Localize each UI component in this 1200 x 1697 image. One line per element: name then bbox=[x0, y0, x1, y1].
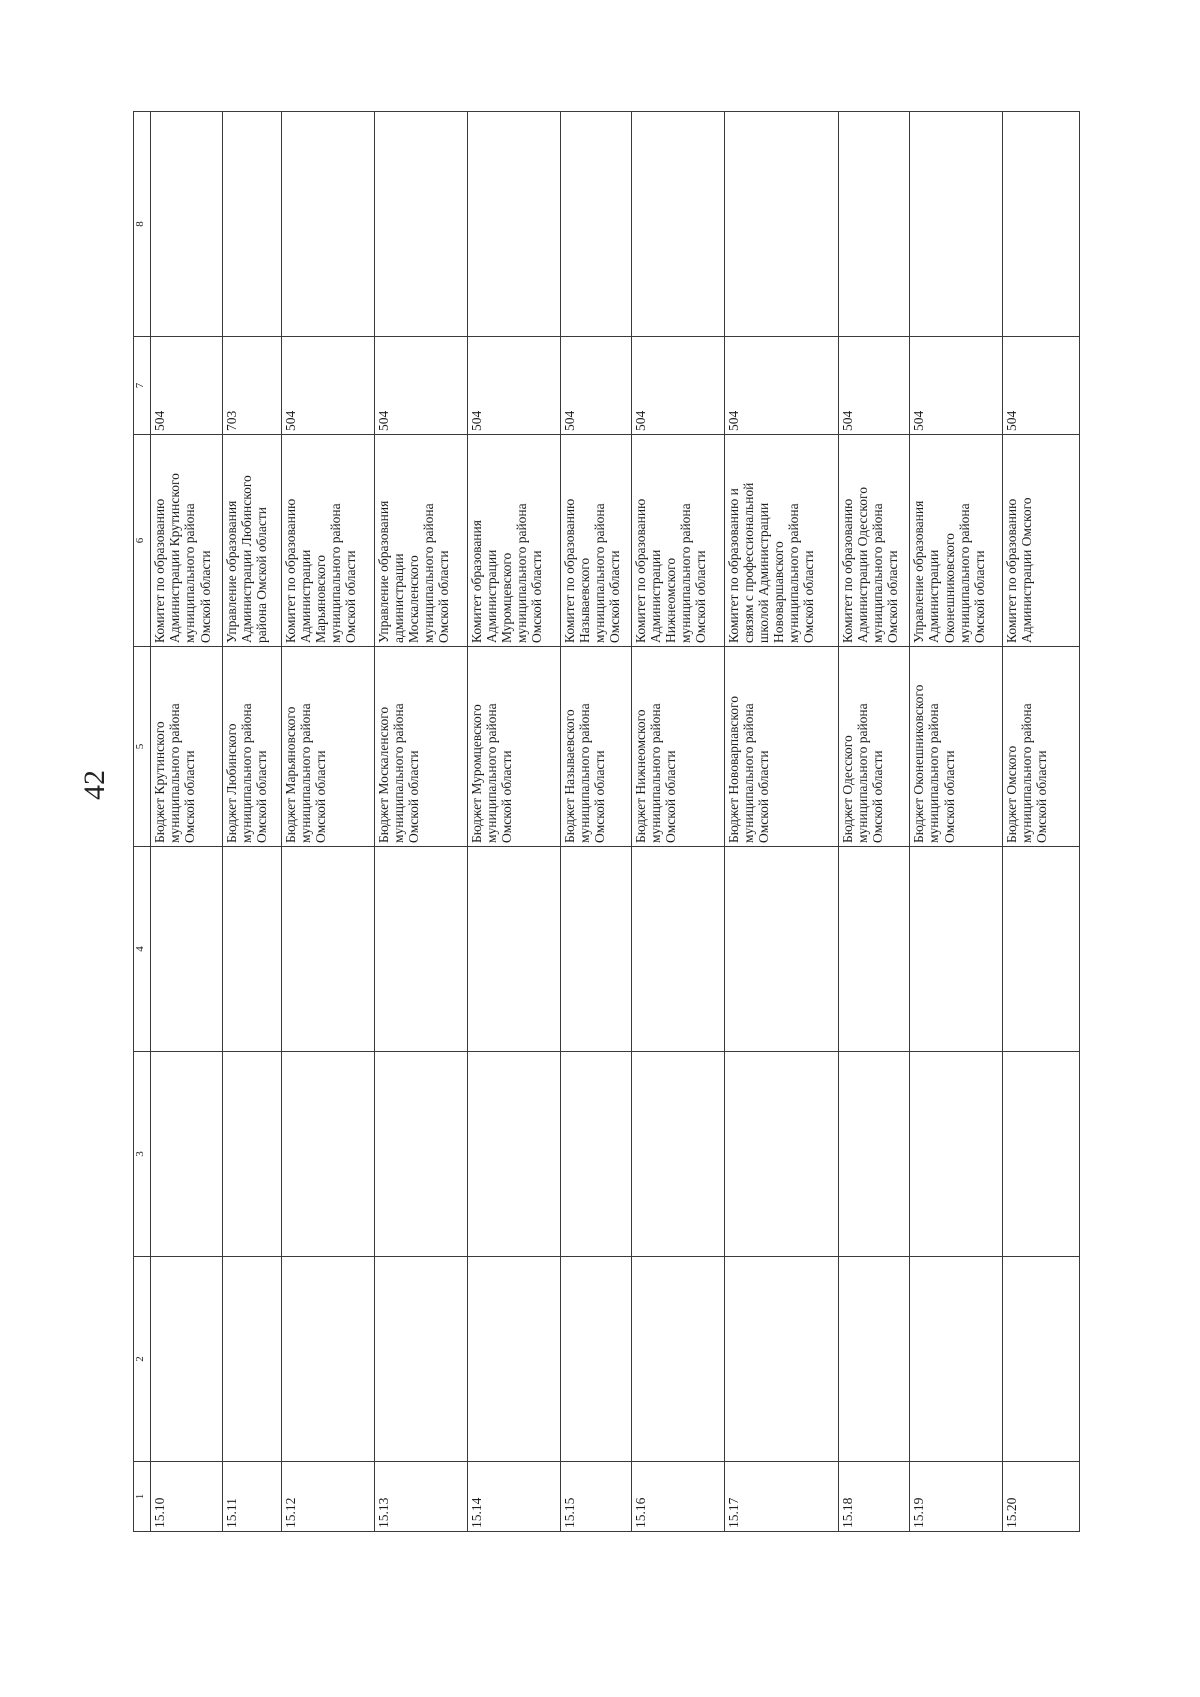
budget-line: муниципального района bbox=[1019, 703, 1035, 843]
agency-line: муниципального района bbox=[678, 503, 694, 643]
agency-line: Администрации Крутинского bbox=[167, 473, 183, 643]
header-col-1: 1 bbox=[134, 1462, 151, 1532]
empty-cell-col-4 bbox=[631, 847, 724, 1052]
empty-cell-col-4 bbox=[281, 847, 374, 1052]
empty-cell-col-3 bbox=[281, 1052, 374, 1257]
rotated-table-container bbox=[133, 112, 1080, 1532]
budget-cell bbox=[631, 647, 724, 847]
agency-cell bbox=[374, 435, 467, 647]
table-row bbox=[467, 112, 560, 1532]
table-row bbox=[151, 112, 222, 1532]
header-col-8: 8 bbox=[134, 112, 151, 337]
agency-line: Комитет по образованию bbox=[632, 498, 648, 643]
budget-cell bbox=[560, 647, 631, 847]
row-number: 15.15 bbox=[560, 1462, 631, 1532]
agency-line: Омской области bbox=[801, 550, 817, 643]
budget-cell bbox=[910, 647, 1003, 847]
agency-line: Администрации bbox=[647, 549, 663, 643]
budget-cell bbox=[467, 647, 560, 847]
table-row bbox=[560, 112, 631, 1532]
empty-cell-col-2 bbox=[910, 1257, 1003, 1462]
agency-line: Омской области bbox=[197, 550, 213, 643]
table-row bbox=[374, 112, 467, 1532]
budget-line: Бюджет Нижнеомского bbox=[632, 709, 648, 843]
agency-line: Комитет по образованию bbox=[1004, 498, 1020, 643]
agency-line: Марьяновского bbox=[313, 555, 329, 643]
code-cell: 504 bbox=[1003, 337, 1080, 435]
agency-line: Комитет по образованию bbox=[152, 498, 168, 643]
budget-line: Омской области bbox=[755, 750, 771, 843]
budget-line: муниципального района bbox=[647, 703, 663, 843]
agency-line: Комитет по образованию bbox=[282, 498, 298, 643]
agency-line: связям с профессиональной bbox=[740, 482, 756, 643]
empty-cell-col-2 bbox=[222, 1257, 281, 1462]
agency-line: Управление образования bbox=[223, 500, 239, 643]
code-cell: 504 bbox=[839, 337, 910, 435]
empty-cell-col-4 bbox=[560, 847, 631, 1052]
empty-cell-col-8 bbox=[560, 112, 631, 337]
agency-line: Омской области bbox=[436, 550, 452, 643]
budget-line: Бюджет Оконешниковского bbox=[911, 684, 927, 843]
empty-cell-col-8 bbox=[910, 112, 1003, 337]
budget-line: муниципального района bbox=[926, 703, 942, 843]
budget-line: Омской области bbox=[406, 750, 421, 843]
budget-line: Бюджет Муромцевского bbox=[468, 704, 484, 843]
agency-cell bbox=[281, 435, 374, 647]
header-col-4: 4 bbox=[134, 847, 151, 1052]
code-cell: 504 bbox=[374, 337, 467, 435]
agency-line: Управление образования bbox=[375, 500, 391, 643]
empty-cell-col-2 bbox=[281, 1257, 374, 1462]
code-cell: 504 bbox=[281, 337, 374, 435]
budget-line: Бюджет Называевского bbox=[561, 709, 577, 843]
empty-cell-col-4 bbox=[151, 847, 222, 1052]
agency-line: Нижнеомского bbox=[662, 557, 678, 643]
empty-cell-col-2 bbox=[724, 1257, 838, 1462]
agency-cell bbox=[222, 435, 281, 647]
table-body bbox=[134, 112, 1080, 1532]
budget-line: Омской области bbox=[498, 750, 514, 843]
budget-line: Омской области bbox=[1034, 750, 1050, 843]
budget-line: Омской области bbox=[591, 750, 607, 843]
agency-line: Называевского bbox=[576, 557, 592, 643]
agency-line: Администрации bbox=[483, 549, 499, 643]
agency-line: муниципального района bbox=[591, 503, 607, 643]
empty-cell-col-3 bbox=[631, 1052, 724, 1257]
agency-line: Нововаршавского bbox=[770, 541, 786, 643]
agency-line: администрации bbox=[390, 553, 406, 643]
page-number: 42 bbox=[78, 770, 111, 800]
budget-cell bbox=[374, 647, 467, 847]
empty-cell-col-8 bbox=[1003, 112, 1080, 337]
agency-line: Омской области bbox=[885, 550, 901, 643]
agency-line: муниципального района bbox=[328, 503, 344, 643]
agency-line: Оконешниковского bbox=[941, 533, 957, 643]
empty-cell-col-3 bbox=[374, 1052, 467, 1257]
agency-cell bbox=[631, 435, 724, 647]
header-col-7: 7 bbox=[134, 337, 151, 435]
budget-cell bbox=[839, 647, 910, 847]
empty-cell-col-2 bbox=[467, 1257, 560, 1462]
budget-line: Омской области bbox=[870, 750, 886, 843]
budget-cell bbox=[222, 647, 281, 847]
empty-cell-col-8 bbox=[839, 112, 910, 337]
agency-line: Администрации Омского bbox=[1019, 497, 1035, 643]
budget-line: Бюджет Одесского bbox=[840, 735, 856, 843]
budget-cell bbox=[724, 647, 838, 847]
empty-cell-col-3 bbox=[222, 1052, 281, 1257]
budget-line: Бюджет Нововарпавского bbox=[725, 696, 741, 843]
table-row bbox=[724, 112, 838, 1532]
row-number: 15.11 bbox=[222, 1462, 281, 1532]
table-row bbox=[281, 112, 374, 1532]
row-number: 15.20 bbox=[1003, 1462, 1080, 1532]
empty-cell-col-4 bbox=[467, 847, 560, 1052]
agency-cell bbox=[1003, 435, 1080, 647]
budget-line: Омской области bbox=[253, 750, 269, 843]
empty-cell-col-3 bbox=[910, 1052, 1003, 1257]
agency-cell bbox=[910, 435, 1003, 647]
empty-cell-col-8 bbox=[631, 112, 724, 337]
empty-cell-col-3 bbox=[1003, 1052, 1080, 1257]
agency-line: Омской области bbox=[606, 550, 622, 643]
budget-line: муниципального района bbox=[390, 703, 406, 843]
empty-cell-col-2 bbox=[560, 1257, 631, 1462]
table-row bbox=[1003, 112, 1080, 1532]
agency-line: Комитет по образованию и bbox=[725, 488, 741, 643]
table-row bbox=[631, 112, 724, 1532]
empty-cell-col-8 bbox=[222, 112, 281, 337]
empty-cell-col-2 bbox=[374, 1257, 467, 1462]
row-number: 15.17 bbox=[724, 1462, 838, 1532]
budget-line: Бюджет Омского bbox=[1004, 745, 1020, 843]
agency-cell bbox=[151, 435, 222, 647]
budget-line: Бюджет Марьяновского bbox=[282, 706, 298, 843]
agency-line: района Омской области bbox=[253, 507, 269, 643]
budget-line: муниципального района bbox=[576, 703, 592, 843]
agency-line: школой Администрации bbox=[755, 502, 771, 643]
budget-line: Омской области bbox=[662, 750, 678, 843]
agency-line: Администрации bbox=[298, 549, 314, 643]
empty-cell-col-2 bbox=[631, 1257, 724, 1462]
budget-line: Омской области bbox=[182, 750, 198, 843]
code-cell: 504 bbox=[631, 337, 724, 435]
empty-cell-col-8 bbox=[281, 112, 374, 337]
budget-line: муниципального района bbox=[298, 703, 314, 843]
agency-line: Омской области bbox=[529, 550, 545, 643]
budget-line: муниципального района bbox=[167, 703, 183, 843]
agency-line: муниципального района bbox=[421, 503, 437, 643]
budget-line: Бюджет Крутинского bbox=[152, 721, 168, 843]
agency-line: Администрации Любинского bbox=[238, 475, 254, 643]
row-number: 15.16 bbox=[631, 1462, 724, 1532]
empty-cell-col-4 bbox=[374, 847, 467, 1052]
code-cell: 504 bbox=[910, 337, 1003, 435]
budget-cell bbox=[151, 647, 222, 847]
empty-cell-col-2 bbox=[151, 1257, 222, 1462]
empty-cell-col-4 bbox=[1003, 847, 1080, 1052]
agency-cell bbox=[560, 435, 631, 647]
empty-cell-col-2 bbox=[839, 1257, 910, 1462]
row-number: 15.10 bbox=[151, 1462, 222, 1532]
budget-line: муниципального района bbox=[483, 703, 499, 843]
agency-line: муниципального района bbox=[182, 503, 198, 643]
empty-cell-col-4 bbox=[839, 847, 910, 1052]
empty-cell-col-8 bbox=[374, 112, 467, 337]
agency-line: Омской области bbox=[693, 550, 709, 643]
empty-cell-col-8 bbox=[724, 112, 838, 337]
table-row bbox=[910, 112, 1003, 1532]
agency-line: муниципального района bbox=[870, 503, 886, 643]
agency-line: Комитет по образованию bbox=[840, 498, 856, 643]
empty-cell-col-3 bbox=[467, 1052, 560, 1257]
header-row bbox=[134, 112, 151, 1532]
row-number: 15.19 bbox=[910, 1462, 1003, 1532]
agency-line: муниципального района bbox=[786, 503, 802, 643]
budget-line: муниципального района bbox=[740, 703, 756, 843]
code-cell: 504 bbox=[724, 337, 838, 435]
agency-line: Омской области bbox=[971, 550, 987, 643]
table-row bbox=[222, 112, 281, 1532]
header-col-2: 2 bbox=[134, 1257, 151, 1462]
empty-cell-col-8 bbox=[467, 112, 560, 337]
row-number: 15.12 bbox=[281, 1462, 374, 1532]
row-number: 15.14 bbox=[467, 1462, 560, 1532]
header-col-5: 5 bbox=[134, 647, 151, 847]
empty-cell-col-4 bbox=[724, 847, 838, 1052]
agency-cell bbox=[839, 435, 910, 647]
header-col-6: 6 bbox=[134, 435, 151, 647]
budget-line: муниципального района bbox=[855, 703, 871, 843]
agency-line: муниципального района bbox=[956, 503, 972, 643]
agency-line: Администрации Одесского bbox=[855, 486, 871, 643]
agency-line: Управление образования bbox=[911, 500, 927, 643]
row-number: 15.18 bbox=[839, 1462, 910, 1532]
code-cell: 504 bbox=[151, 337, 222, 435]
budget-cell bbox=[281, 647, 374, 847]
code-cell: 703 bbox=[222, 337, 281, 435]
budget-cell bbox=[1003, 647, 1080, 847]
code-cell: 504 bbox=[560, 337, 631, 435]
empty-cell-col-3 bbox=[151, 1052, 222, 1257]
budget-line: Бюджет Любинского bbox=[223, 723, 239, 843]
agency-line: Москаленского bbox=[406, 555, 421, 643]
budget-line: Омской области bbox=[313, 750, 329, 843]
empty-cell-col-3 bbox=[560, 1052, 631, 1257]
budget-line: Бюджет Москаленского bbox=[375, 706, 391, 843]
table-row bbox=[839, 112, 910, 1532]
agency-cell bbox=[467, 435, 560, 647]
data-table bbox=[133, 111, 1080, 1532]
agency-cell bbox=[724, 435, 838, 647]
agency-line: муниципального района bbox=[513, 503, 529, 643]
agency-line: Омской области bbox=[343, 550, 359, 643]
budget-line: муниципального района bbox=[238, 703, 254, 843]
agency-line: Комитет по образованию bbox=[561, 498, 577, 643]
empty-cell-col-3 bbox=[724, 1052, 838, 1257]
agency-line: Комитет образования bbox=[468, 520, 484, 643]
agency-line: Муромцевского bbox=[498, 552, 514, 643]
empty-cell-col-8 bbox=[151, 112, 222, 337]
empty-cell-col-4 bbox=[222, 847, 281, 1052]
empty-cell-col-3 bbox=[839, 1052, 910, 1257]
empty-cell-col-4 bbox=[910, 847, 1003, 1052]
agency-line: Администрации bbox=[926, 549, 942, 643]
row-number: 15.13 bbox=[374, 1462, 467, 1532]
header-col-3: 3 bbox=[134, 1052, 151, 1257]
code-cell: 504 bbox=[467, 337, 560, 435]
budget-line: Омской области bbox=[941, 750, 957, 843]
empty-cell-col-2 bbox=[1003, 1257, 1080, 1462]
